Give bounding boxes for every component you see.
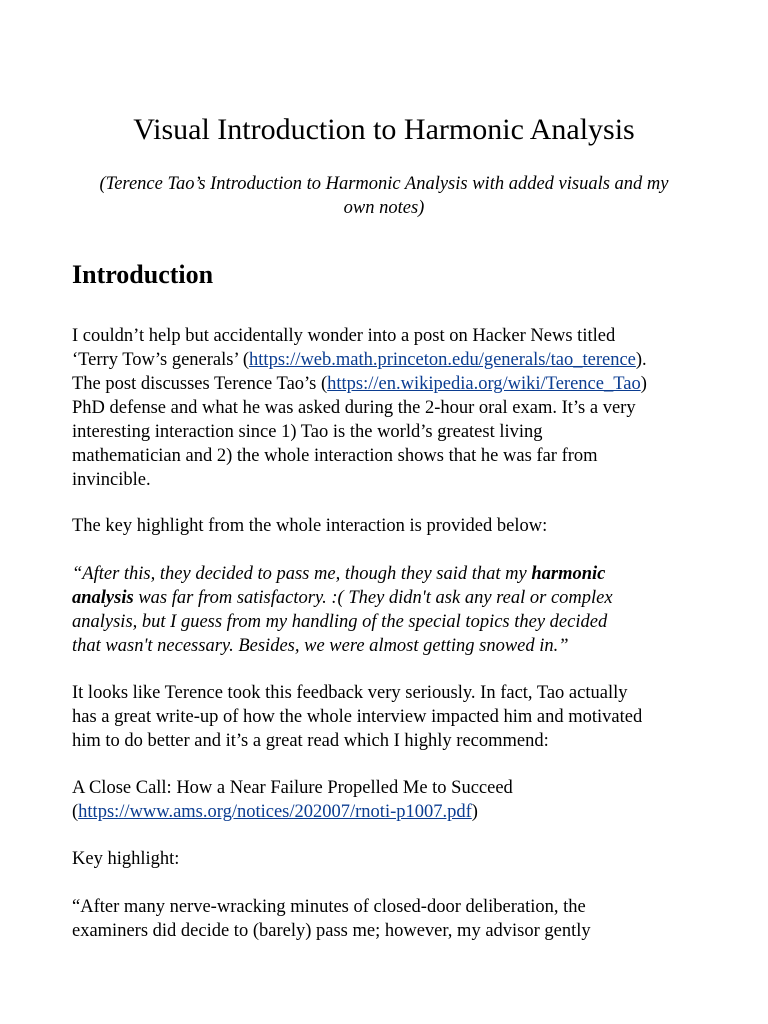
bold-text: harmonic	[531, 564, 606, 584]
text-span: ‘Terry Tow’s generals’ (	[72, 350, 250, 370]
text-span: )	[471, 802, 478, 822]
text-line: mathematician and 2) the whole interaction shows that he was far from	[72, 446, 598, 466]
second-quote-paragraph	[72, 895, 708, 943]
text-line: him to do better and it’s a great read which I highly recommend:	[72, 731, 549, 751]
text-line: I couldn’t help but accidentally wonder into a post on Hacker News titled	[72, 326, 616, 346]
text-line: that wasn't necessary. Besides, we were almost getting snowed in.”	[72, 636, 569, 656]
intro-paragraph	[72, 324, 708, 492]
key-highlight-label	[72, 847, 708, 871]
text-line	[72, 348, 708, 372]
text-line: interesting interaction since 1) Tao is the world’s greatest living	[72, 422, 543, 442]
subtitle-line: (Terence Tao’s Introduction to Harmonic Analysis with added visuals and my	[99, 174, 669, 194]
text-line: It looks like Terence took this feedback very seriously. In fact, Tao actually	[72, 683, 628, 703]
text-line: The key highlight from the whole interaction is provided below:	[72, 516, 548, 536]
text-span: “After this, they decided to pass me, though they said that my	[72, 564, 532, 584]
quote-paragraph	[72, 562, 708, 658]
ams-notices-link[interactable]: https://www.ams.org/notices/202007/rnoti-p1007.pdf	[78, 802, 472, 822]
text-line	[72, 586, 708, 610]
highlight-intro-paragraph	[72, 514, 708, 538]
text-line: has a great write-up of how the whole interview impacted him and motivated	[72, 707, 643, 727]
section-heading-introduction: Introduction	[72, 260, 214, 289]
text-line	[72, 800, 708, 824]
reference-paragraph	[72, 776, 708, 824]
text-line: A Close Call: How a Near Failure Propelled Me to Succeed	[72, 778, 513, 798]
text-line	[72, 372, 708, 396]
subtitle-line: own notes)	[343, 198, 425, 218]
document-title: Visual Introduction to Harmonic Analysis	[133, 113, 635, 146]
bold-text: analysis	[72, 588, 134, 608]
text-line: examiners did decide to (barely) pass me; however, my advisor gently	[72, 921, 591, 941]
text-line: “After many nerve-wracking minutes of closed-door deliberation, the	[72, 897, 586, 917]
text-line: analysis, but I guess from my handling of the special topics they decided	[72, 612, 608, 632]
text-span: ).	[635, 350, 647, 370]
text-line: PhD defense and what he was asked during the 2-hour oral exam. It’s a very	[72, 398, 636, 418]
text-span: (	[72, 802, 79, 822]
document-subtitle	[60, 172, 708, 220]
followup-paragraph	[72, 681, 708, 753]
wikipedia-tao-link[interactable]: https://en.wikipedia.org/wiki/Terence_Tao	[327, 374, 641, 394]
princeton-generals-link[interactable]: https://web.math.princeton.edu/generals/tao_terence	[249, 350, 636, 370]
text-span: The post discusses Terence Tao’s (	[72, 374, 328, 394]
text-line	[72, 562, 708, 586]
text-span: was far from satisfactory. :( They didn't ask any real or complex	[133, 588, 613, 608]
text-line: invincible.	[72, 470, 151, 490]
text-span: )	[640, 374, 647, 394]
text-line: Key highlight:	[72, 849, 180, 869]
